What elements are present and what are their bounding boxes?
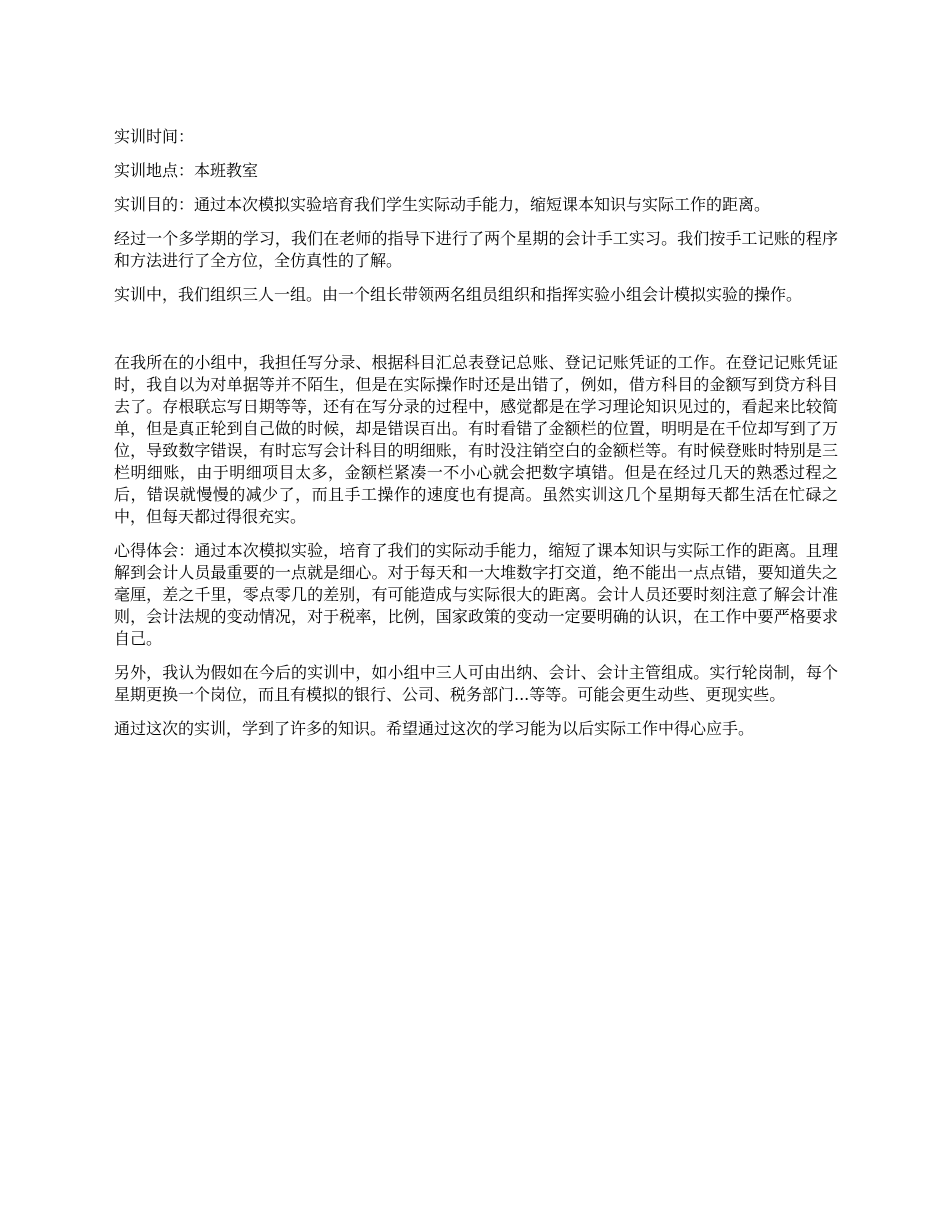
paragraph-training-location: 实训地点：本班教室: [114, 161, 259, 180]
paragraph-group-organization: 实训中，我们组织三人一组。由一个组长带领两名组员组织和指挥实验小组会计模拟实验的操作。: [114, 285, 803, 304]
paragraph-training-time: 实训时间：: [114, 127, 195, 146]
paragraph-reflections: 心得体会：通过本次模拟实验，培育了我们的实际动手能力，缩短了课本知识与实际工作的距离。且理解到会计人员最重要的一点就是细心。对于每天和一大堆数字打交道，绝不能出一点点错，要知道失之毫厘，差之千里，零点零几的差别，有可能造成与实际很大的距离。会计人员还要时刻注意了解会计准则，会计法规的变动情况，对于税率，比例，国家政策的变动一定要明确的认识，在工作中要严格要求自己。: [114, 541, 838, 648]
document-page: [114, 126, 838, 752]
paragraph-my-role: 在我所在的小组中，我担任写分录、根据科目汇总表登记总账、登记记账凭证的工作。在登记记账凭证时，我自以为对单据等并不陌生，但是在实际操作时还是出错了，例如，借方科目的金额写到贷方科目去了。存根联忘写日期等等，还有在写分录的过程中，感觉都是在学习理论知识见过的，看起来比较简单，但是真正轮到自己做的时候，却是错误百出。有时看错了金额栏的位置，明明是在千位却写到了万位，导致数字错误，有时忘写会计科目的明细账，有时没注销空白的金额栏等。有时候登账时特别是三栏明细账，由于明细项目太多，金额栏紧凑一不小心就会把数字填错。但是在经过几天的熟悉过程之后，错误就慢慢的减少了，而且手工操作的速度也有提高。虽然实训这几个星期每天都生活在忙碌之中，但每天都过得很充实。: [114, 353, 838, 526]
paragraph-suggestion: 另外，我认为假如在今后的实训中，如小组中三人可由出纳、会计、会计主管组成。实行轮岗制，每个星期更换一个岗位，而且有模拟的银行、公司、税务部门...等等。可能会更生动些、更现实些。: [114, 663, 838, 704]
paragraph-training-purpose: 实训目的：通过本次模拟实验培育我们学生实际动手能力，缩短课本知识与实际工作的距离。: [114, 195, 771, 214]
paragraph-intro: 经过一个多学期的学习，我们在老师的指导下进行了两个星期的会计手工实习。我们按手工记账的程序和方法进行了全方位，全仿真性的了解。: [114, 229, 838, 270]
blank-gap: [114, 318, 838, 352]
paragraph-conclusion: 通过这次的实训，学到了许多的知识。希望通过这次的学习能为以后实际工作中得心应手。: [114, 719, 755, 738]
